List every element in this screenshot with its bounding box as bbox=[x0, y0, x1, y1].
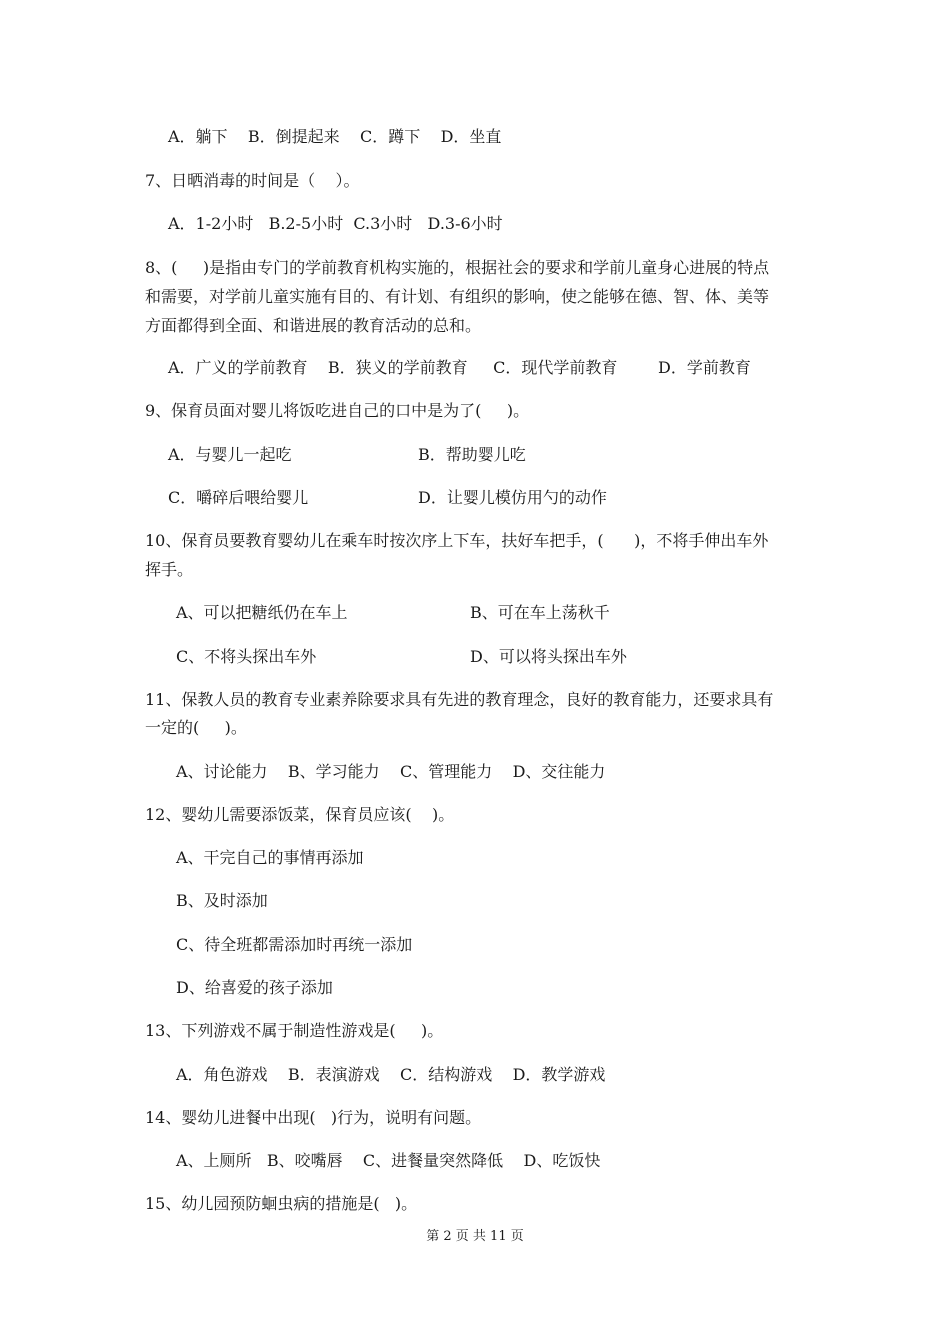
q12-option-d: D、给喜爱的孩子添加 bbox=[176, 978, 333, 997]
q10-stem-line1: 10、保育员要教育婴幼儿在乘车时按次序上下车，扶好车把手，( )，不将手伸出车外 bbox=[145, 531, 769, 550]
q9-option-a: A．与婴儿一起吃 bbox=[168, 445, 292, 464]
q11-stem-line1: 11、保教人员的教育专业素养除要求具有先进的教育理念，良好的教育能力，还要求具有 bbox=[145, 690, 774, 709]
q10-option-b: B、可在车上荡秋千 bbox=[470, 603, 610, 622]
q12-option-a: A、干完自己的事情再添加 bbox=[176, 848, 364, 867]
q14-stem: 14、婴幼儿进餐中出现( )行为，说明有问题。 bbox=[145, 1108, 482, 1127]
q7-options: A．1-2小时 B.2-5小时 C.3小时 D.3-6小时 bbox=[168, 214, 503, 233]
q9-option-d: D．让婴儿模仿用勺的动作 bbox=[418, 488, 607, 507]
q6-options: A．躺下 B．倒提起来 C．蹲下 D．坐直 bbox=[168, 127, 502, 146]
q11-options: A、讨论能力 B、学习能力 C、管理能力 D、交往能力 bbox=[176, 762, 606, 781]
q8-stem-line1: 8、( )是指由专门的学前教育机构实施的，根据社会的要求和学前儿童身心进展的特点 bbox=[145, 258, 770, 277]
q12-stem: 12、婴幼儿需要添饭菜，保育员应该( )。 bbox=[145, 805, 455, 824]
q8-stem-line3: 方面都得到全面、和谐进展的教育活动的总和。 bbox=[145, 316, 482, 335]
q9-option-b: B．帮助婴儿吃 bbox=[418, 445, 526, 464]
q10-stem-line2: 挥手。 bbox=[145, 560, 194, 579]
q8-stem-line2: 和需要，对学前儿童实施有目的、有计划、有组织的影响，使之能够在德、智、体、美等 bbox=[145, 287, 770, 306]
q8-options: A．广义的学前教育 B．狭义的学前教育 C．现代学前教育 D．学前教育 bbox=[168, 358, 751, 377]
q13-stem: 13、下列游戏不属于制造性游戏是( )。 bbox=[145, 1021, 444, 1040]
q7-stem: 7、日晒消毒的时间是（ ）。 bbox=[145, 171, 360, 190]
q14-options: A、上厕所 B、咬嘴唇 C、进餐量突然降低 D、吃饭快 bbox=[176, 1151, 601, 1170]
q12-option-c: C、待全班都需添加时再统一添加 bbox=[176, 935, 413, 954]
q13-options: A．角色游戏 B．表演游戏 C．结构游戏 D．教学游戏 bbox=[176, 1065, 606, 1084]
q9-stem: 9、保育员面对婴儿将饭吃进自己的口中是为了( )。 bbox=[145, 401, 530, 420]
q9-option-c: C．嚼碎后喂给婴儿 bbox=[168, 488, 309, 507]
q12-option-b: B、及时添加 bbox=[176, 891, 268, 910]
q15-stem: 15、幼儿园预防蛔虫病的措施是( )。 bbox=[145, 1194, 418, 1213]
q11-stem-line2: 一定的( )。 bbox=[145, 718, 247, 737]
q10-option-c: C、不将头探出车外 bbox=[176, 647, 317, 666]
page-footer: 第 2 页 共 11 页 bbox=[426, 1229, 524, 1244]
q10-option-a: A、可以把糖纸仍在车上 bbox=[176, 603, 348, 622]
q10-option-d: D、可以将头探出车外 bbox=[470, 647, 627, 666]
